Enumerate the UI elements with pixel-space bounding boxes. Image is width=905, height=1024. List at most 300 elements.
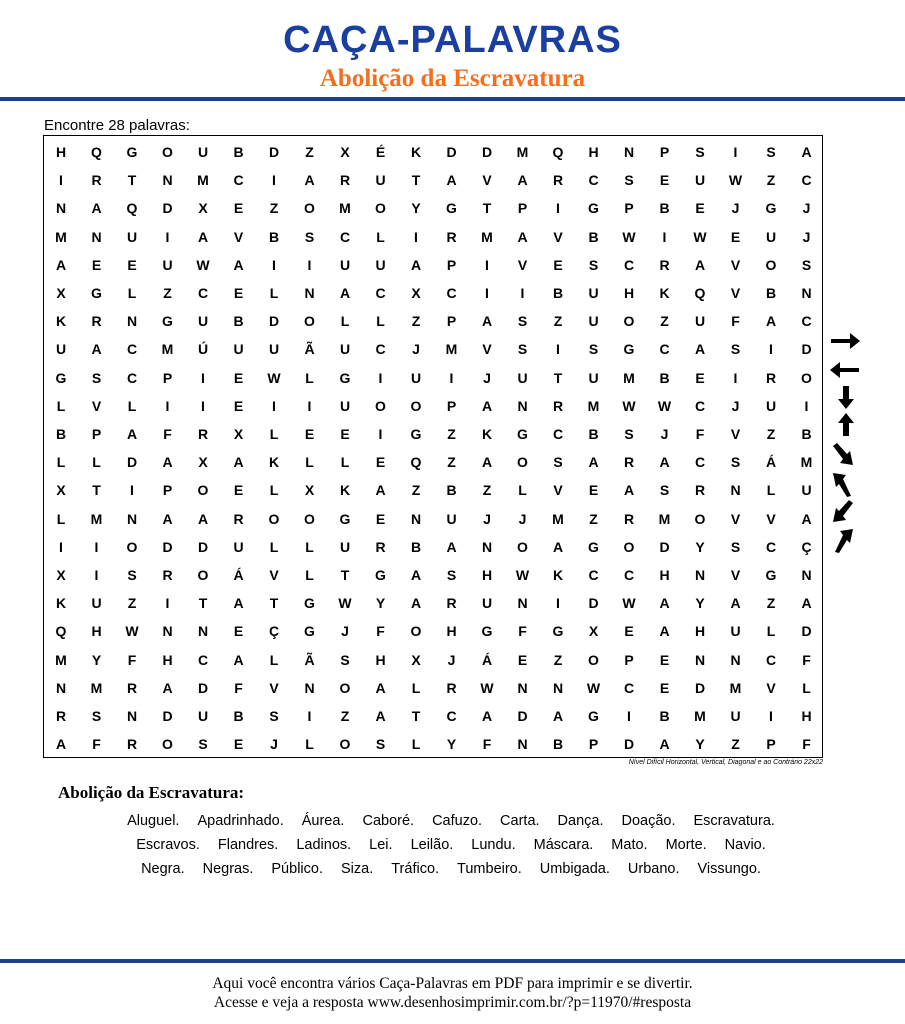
grid-letter: J — [341, 623, 349, 640]
grid-letter: E — [233, 623, 244, 640]
grid-letter: A — [55, 256, 67, 273]
grid-letter: I — [520, 285, 525, 301]
grid-letter: G — [765, 567, 777, 583]
grid-letter: A — [659, 623, 670, 640]
grid-letter: R — [765, 369, 777, 386]
grid-letter: P — [446, 256, 457, 273]
grid-row — [44, 307, 822, 335]
grid-letter: B — [233, 144, 244, 160]
grid-letter: P — [162, 482, 173, 499]
grid-letter: D — [588, 595, 599, 612]
grid-letter: U — [339, 341, 351, 358]
word-list-item: Caboré. — [362, 813, 415, 829]
grid-letter: G — [588, 538, 599, 555]
grid-letter: A — [162, 679, 173, 696]
grid-letter: K — [552, 567, 564, 583]
grid-letter: I — [556, 595, 560, 612]
grid-letter: L — [411, 736, 421, 753]
word-list-line — [42, 860, 860, 878]
grid-letter: U — [801, 482, 812, 499]
grid-letter: A — [481, 454, 493, 471]
grid-letter: W — [586, 679, 601, 696]
grid-letter: E — [517, 651, 528, 668]
grid-letter: L — [376, 228, 385, 245]
grid-letter: B — [446, 482, 457, 499]
grid-letter: G — [339, 510, 351, 527]
grid-letter: A — [481, 708, 493, 724]
grid-letter: P — [624, 651, 634, 668]
grid-letter: A — [552, 538, 564, 555]
grid-letter: N — [304, 679, 315, 696]
grid-row — [44, 730, 822, 758]
grid-letter: S — [198, 736, 208, 753]
grid-letter: O — [162, 144, 173, 160]
grid-letter: X — [340, 144, 350, 160]
grid-letter: O — [197, 567, 209, 583]
grid-letter: A — [410, 256, 422, 273]
grid-letter: X — [588, 623, 599, 640]
grid-letter: I — [165, 228, 170, 245]
grid-letter: A — [694, 256, 706, 273]
grid-letter: O — [197, 482, 209, 499]
grid-letter: S — [624, 426, 634, 442]
grid-letter: O — [517, 538, 528, 555]
grid-letter: G — [126, 144, 138, 160]
grid-letter: Q — [552, 144, 564, 160]
grid-letter: D — [694, 679, 706, 696]
grid-letter: J — [731, 397, 740, 414]
grid-letter: S — [269, 708, 279, 724]
word-list-item: Público. — [271, 861, 323, 877]
grid-letter: L — [305, 454, 314, 471]
grid-letter: A — [162, 454, 173, 471]
grid-letter: I — [378, 426, 383, 442]
grid-letter: C — [126, 369, 138, 386]
grid-letter: X — [411, 651, 421, 668]
grid-letter: A — [517, 172, 528, 189]
grid-letter: O — [765, 256, 777, 273]
grid-letter: K — [55, 313, 67, 330]
grid-letter: I — [627, 708, 631, 724]
grid-letter: U — [268, 341, 280, 358]
grid-letter: Z — [660, 313, 669, 330]
grid-letter: V — [730, 510, 741, 527]
level-note: Nível Difícil Horizontal, Vertical, Diagonal e ao Contrário 22x22 — [628, 759, 823, 766]
grid-letter: Y — [411, 200, 421, 217]
grid-letter: S — [375, 736, 386, 753]
grid-letter: P — [517, 200, 528, 217]
grid-letter: M — [623, 369, 635, 386]
grid-letter: G — [446, 200, 457, 217]
grid-letter: K — [659, 285, 670, 301]
grid-letter: C — [197, 285, 209, 301]
grid-letter: D — [126, 454, 138, 471]
grid-letter: L — [376, 313, 385, 330]
grid-letter: S — [304, 228, 315, 245]
grid-letter: A — [659, 595, 670, 612]
grid-letter: N — [55, 200, 67, 217]
grid-letter: N — [55, 679, 67, 696]
grid-letter: W — [515, 567, 530, 583]
grid-letter: A — [126, 426, 138, 442]
grid-letter: L — [56, 510, 66, 527]
grid-letter: N — [552, 679, 564, 696]
grid-letter: N — [517, 736, 528, 753]
grid-letter: N — [126, 708, 138, 724]
grid-letter: A — [91, 200, 102, 217]
word-list-item: Vissungo. — [697, 861, 761, 877]
grid-letter: W — [622, 397, 636, 414]
grid-letter: Á — [765, 454, 777, 471]
grid-letter: W — [622, 228, 636, 245]
grid-letter: B — [588, 426, 599, 442]
grid-letter: H — [623, 285, 635, 301]
grid-letter: Ã — [304, 341, 315, 358]
grid-letter: É — [375, 144, 386, 160]
word-list-item: Navio. — [724, 837, 766, 853]
grid-letter: M — [90, 679, 103, 696]
grid-letter: Á — [481, 651, 493, 668]
grid-letter: E — [624, 623, 634, 640]
grid-letter: N — [162, 623, 173, 640]
word-list-line — [42, 812, 860, 830]
grid-letter: Z — [482, 482, 492, 499]
grid-letter: A — [446, 538, 457, 555]
grid-letter: J — [802, 228, 811, 245]
grid-row — [44, 561, 822, 589]
grid-letter: N — [801, 567, 812, 583]
grid-row — [44, 392, 822, 420]
word-list-title: Abolição da Escravatura: — [58, 783, 245, 802]
grid-letter: F — [482, 736, 492, 753]
grid-letter: C — [801, 172, 812, 189]
grid-letter: C — [375, 285, 386, 301]
grid-letter: G — [162, 313, 173, 330]
grid-letter: I — [307, 256, 312, 273]
grid-letter: L — [269, 651, 279, 668]
grid-letter: G — [91, 285, 102, 301]
grid-letter: F — [92, 736, 101, 753]
grid-letter: L — [127, 397, 137, 414]
grid-letter: T — [411, 708, 421, 724]
word-list-item: Ladinos. — [296, 837, 352, 853]
arrow-up-right-icon — [828, 527, 862, 553]
grid-letter: M — [800, 454, 813, 471]
grid-letter: O — [126, 538, 138, 555]
grid-letter: C — [694, 397, 706, 414]
grid-row — [44, 702, 822, 730]
grid-letter: O — [623, 313, 635, 330]
grid-letter: C — [233, 172, 244, 189]
grid-letter: X — [198, 454, 208, 471]
grid-letter: G — [410, 426, 422, 442]
grid-letter: Z — [411, 482, 421, 499]
grid-letter: G — [339, 369, 351, 386]
grid-letter: Z — [447, 426, 456, 442]
grid-letter: J — [483, 369, 491, 386]
grid-letter: C — [623, 567, 635, 583]
grid-letter: N — [126, 510, 138, 527]
grid-row — [44, 194, 822, 222]
word-list-item: Tráfico. — [391, 861, 440, 877]
grid-letter: Ã — [304, 651, 315, 668]
grid-letter: R — [162, 567, 173, 583]
grid-letter: U — [162, 256, 173, 273]
grid-letter: S — [517, 313, 528, 330]
grid-letter: X — [56, 567, 66, 583]
grid-letter: S — [588, 256, 599, 273]
grid-letter: Z — [731, 736, 740, 753]
grid-letter: X — [233, 426, 244, 442]
grid-letter: R — [91, 313, 102, 330]
grid-letter: L — [56, 454, 66, 471]
grid-letter: J — [483, 510, 491, 527]
grid-letter: U — [233, 538, 244, 555]
grid-letter: A — [481, 313, 493, 330]
grid-letter: X — [411, 285, 421, 301]
grid-letter: L — [269, 285, 279, 301]
grid-row — [44, 364, 822, 392]
grid-letter: B — [233, 708, 244, 724]
grid-letter: R — [552, 172, 564, 189]
word-list-item: Leilão. — [410, 837, 454, 853]
grid-letter: P — [659, 144, 670, 160]
grid-letter: D — [268, 313, 280, 330]
grid-letter: U — [197, 708, 209, 724]
grid-letter: C — [765, 538, 777, 555]
instruction-text: Encontre 28 palavras: — [44, 117, 190, 134]
grid-letter: D — [197, 679, 209, 696]
grid-letter: D — [162, 200, 173, 217]
grid-letter: G — [304, 595, 315, 612]
grid-letter: Ç — [801, 538, 812, 555]
grid-letter: S — [588, 341, 599, 358]
grid-letter: I — [733, 369, 738, 386]
grid-letter: R — [623, 454, 635, 471]
grid-letter: T — [340, 567, 350, 583]
grid-letter: C — [659, 341, 670, 358]
grid-letter: E — [730, 228, 741, 245]
grid-letter: I — [165, 397, 170, 414]
grid-letter: Q — [55, 623, 67, 640]
grid-letter: I — [272, 256, 276, 273]
grid-letter: V — [730, 426, 741, 442]
word-list-item: Umbigada. — [539, 861, 610, 877]
grid-letter: Z — [766, 595, 776, 612]
grid-letter: A — [410, 567, 422, 583]
grid-letter: D — [162, 538, 173, 555]
grid-letter: V — [730, 256, 741, 273]
grid-letter: O — [304, 510, 315, 527]
grid-letter: N — [730, 651, 741, 668]
grid-letter: R — [659, 256, 670, 273]
grid-letter: Y — [375, 595, 386, 612]
grid-letter: S — [91, 369, 102, 386]
grid-letter: C — [623, 256, 635, 273]
grid-letter: K — [410, 144, 422, 160]
grid-letter: M — [516, 144, 529, 160]
grid-letter: O — [339, 679, 351, 696]
grid-letter: A — [552, 708, 564, 724]
page-subtitle: Abolição da Escravatura — [319, 65, 586, 92]
grid-letter: Z — [305, 144, 314, 160]
grid-letter: P — [766, 736, 776, 753]
grid-letter: A — [375, 708, 386, 724]
grid-letter: L — [92, 454, 101, 471]
grid-letter: I — [733, 144, 738, 160]
grid-letter: V — [730, 285, 741, 301]
grid-letter: U — [446, 510, 457, 527]
grid-letter: Z — [411, 313, 421, 330]
grid-letter: E — [233, 200, 244, 217]
word-list-item: Negras. — [202, 861, 254, 877]
grid-letter: O — [410, 397, 422, 414]
grid-letter: O — [268, 510, 280, 527]
word-list-item: Negra. — [141, 861, 185, 877]
grid-letter: O — [375, 200, 386, 217]
grid-letter: M — [55, 651, 67, 668]
grid-letter: X — [56, 285, 66, 301]
grid-row — [44, 279, 822, 307]
grid-letter: L — [269, 538, 279, 555]
grid-letter: A — [801, 510, 812, 527]
grid-letter: H — [694, 623, 706, 640]
grid-letter: L — [802, 679, 811, 696]
grid-letter: W — [338, 595, 352, 612]
grid-letter: I — [485, 256, 489, 273]
grid-letter: I — [804, 397, 809, 414]
grid-letter: S — [766, 144, 776, 160]
grid-letter: K — [268, 454, 280, 471]
grid-letter: U — [339, 397, 351, 414]
grid-letter: S — [730, 538, 741, 555]
grid-letter: I — [307, 708, 312, 724]
grid-letter: T — [482, 200, 492, 217]
grid-letter: J — [270, 736, 278, 753]
grid-letter: Y — [695, 595, 705, 612]
grid-letter: E — [659, 679, 670, 696]
grid-letter: Y — [446, 736, 457, 753]
grid-letter: L — [269, 426, 279, 442]
grid-letter: J — [660, 426, 669, 442]
grid-letter: I — [378, 369, 383, 386]
grid-letter: H — [588, 144, 599, 160]
grid-letter: O — [162, 736, 173, 753]
grid-letter: L — [340, 313, 350, 330]
grid-letter: O — [375, 397, 386, 414]
word-list-item: Tumbeiro. — [457, 861, 522, 877]
grid-letter: X — [304, 482, 315, 499]
grid-letter: T — [92, 482, 101, 499]
grid-letter: I — [130, 482, 134, 499]
grid-letter: L — [305, 736, 314, 753]
grid-letter: U — [517, 369, 528, 386]
grid-letter: I — [201, 369, 205, 386]
grid-letter: P — [446, 397, 457, 414]
grid-letter: A — [730, 595, 741, 612]
grid-letter: I — [272, 172, 276, 189]
grid-letter: E — [340, 426, 350, 442]
grid-letter: N — [162, 172, 173, 189]
grid-letter: F — [802, 651, 811, 668]
grid-letter: G — [517, 426, 528, 442]
grid-row — [44, 420, 822, 448]
word-list-item: Morte. — [665, 837, 707, 853]
grid-letter: G — [588, 708, 599, 724]
grid-letter: B — [659, 369, 670, 386]
grid-letter: E — [588, 482, 599, 499]
grid-letter: B — [765, 285, 777, 301]
grid-row — [44, 138, 822, 166]
grid-letter: I — [94, 567, 99, 583]
word-list-item: Lei. — [369, 837, 393, 853]
grid-letter: A — [375, 482, 386, 499]
word-list-item: Mato. — [611, 837, 648, 853]
grid-letter: L — [518, 482, 527, 499]
grid-letter: V — [553, 228, 563, 245]
grid-letter: O — [304, 313, 315, 330]
grid-letter: U — [588, 369, 599, 386]
grid-letter: I — [662, 228, 667, 245]
grid-letter: R — [446, 679, 457, 696]
grid-letter: W — [267, 369, 281, 386]
grid-letter: C — [197, 651, 209, 668]
grid-letter: N — [730, 482, 741, 499]
grid-letter: B — [659, 708, 670, 724]
grid-letter: Z — [340, 708, 350, 724]
grid-row — [44, 166, 822, 194]
grid-letter: G — [481, 623, 493, 640]
grid-letter: U — [765, 228, 777, 245]
grid-letter: F — [127, 651, 137, 668]
grid-letter: V — [553, 482, 563, 499]
grid-row — [44, 505, 822, 533]
grid-letter: S — [91, 708, 102, 724]
grid-letter: U — [765, 397, 777, 414]
grid-letter: B — [233, 313, 244, 330]
grid-letter: A — [481, 397, 493, 414]
grid-letter: H — [801, 708, 812, 724]
grid-letter: L — [766, 482, 776, 499]
word-list-item: Apadrinhado. — [197, 813, 284, 829]
grid-letter: X — [198, 200, 208, 217]
word-list-item: Urbano. — [627, 861, 680, 877]
grid-letter: L — [305, 538, 314, 555]
grid-letter: U — [339, 256, 351, 273]
grid-letter: P — [162, 369, 173, 386]
grid-letter: N — [410, 510, 422, 527]
grid-letter: W — [622, 595, 636, 612]
grid-letter: T — [553, 369, 563, 386]
grid-letter: R — [339, 172, 351, 189]
grid-letter: A — [55, 736, 67, 753]
grid-letter: O — [588, 651, 599, 668]
grid-letter: V — [517, 256, 528, 273]
page-title: CAÇA-PALAVRAS — [283, 19, 622, 61]
grid-letter: U — [730, 708, 741, 724]
grid-letter: I — [556, 200, 560, 217]
grid-letter: U — [730, 623, 741, 640]
grid-letter: I — [414, 228, 418, 245]
grid-letter: C — [588, 172, 599, 189]
grid-letter: M — [197, 172, 209, 189]
grid-letter: R — [55, 708, 67, 724]
word-list-item: Escravatura. — [693, 813, 775, 829]
grid-letter: V — [91, 397, 102, 414]
word-search-grid — [43, 135, 823, 758]
grid-letter: Y — [695, 538, 705, 555]
grid-letter: A — [339, 285, 351, 301]
